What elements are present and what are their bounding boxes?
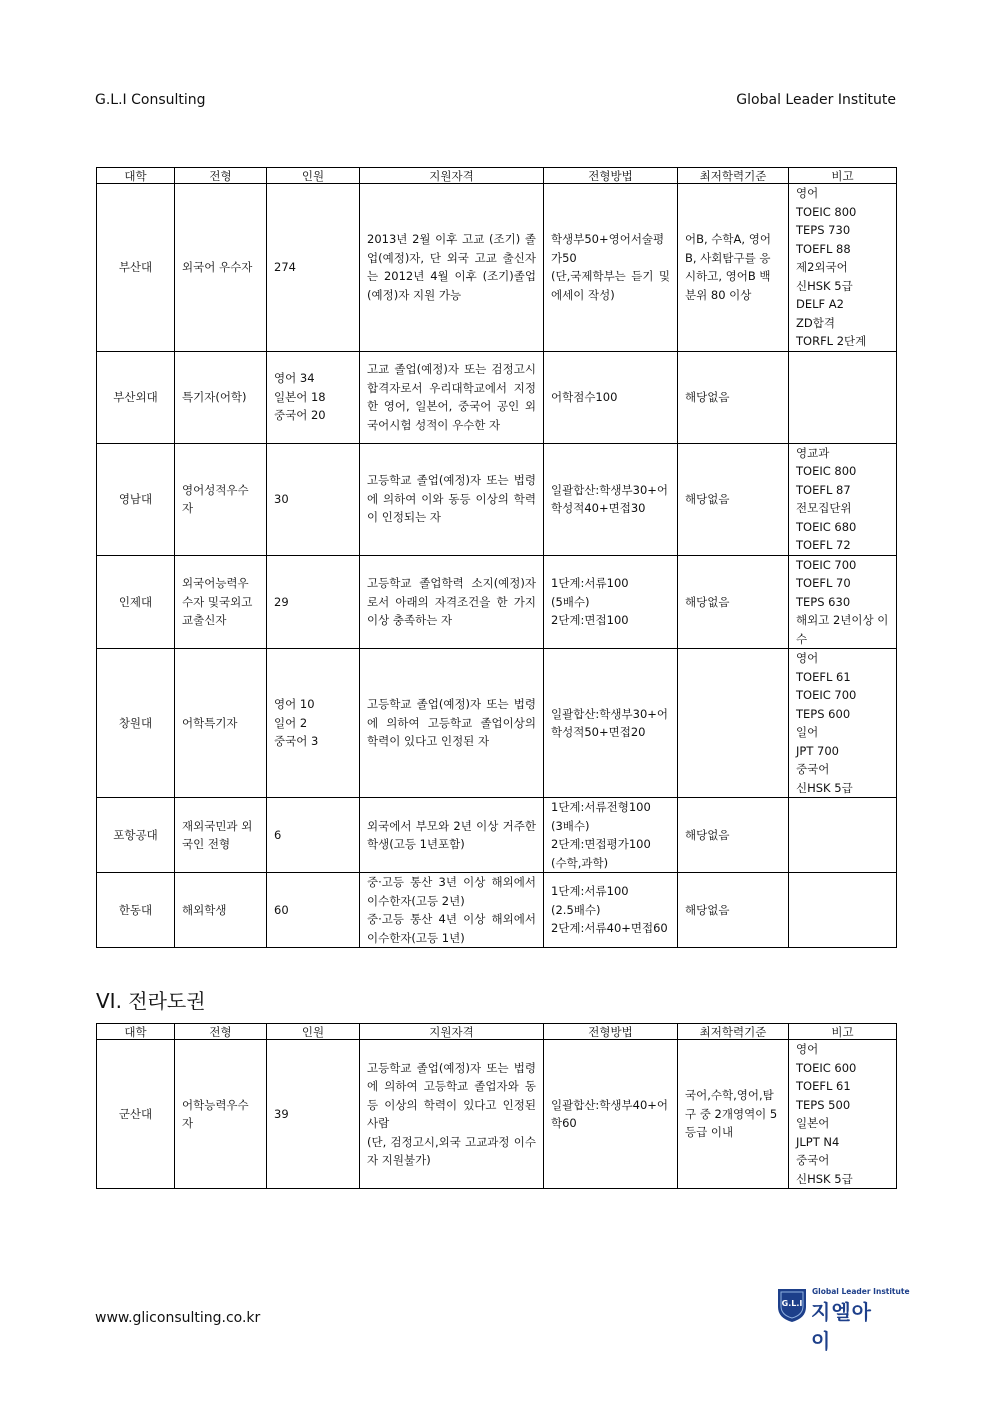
quota-cell: 영어 10 일어 2 중국어 3 xyxy=(267,649,360,798)
remarks-cell: TOEIC 700 TOEFL 70 TEPS 630 해외고 2년이상 이수 xyxy=(789,555,897,649)
university-cell: 한동대 xyxy=(97,873,175,948)
table-row xyxy=(97,184,897,352)
university-cell: 창원대 xyxy=(97,649,175,798)
col-header: 전형방법 xyxy=(544,168,678,184)
qualification-cell: 고등학교 졸업(예정)자 또는 법령에 의하여 고등학교 졸업이상의 학력이 있다고 인정된 자 xyxy=(360,649,544,798)
remarks-cell: 영교과 TOEIC 800 TOEFL 87 전모집단위 TOEIC 680 TOEFL 72 xyxy=(789,443,897,555)
admission-type-cell: 특기자(어학) xyxy=(175,351,267,443)
header-right-title: Global Leader Institute xyxy=(736,92,896,108)
remarks-cell: 영어 TOEIC 600 TOEFL 61 TEPS 500 일본어 JLPT N4 중국어 신HSK 5급 xyxy=(789,1040,897,1189)
table-row xyxy=(97,649,897,798)
minimum-standard-cell: 해당없음 xyxy=(678,798,789,873)
university-cell: 인제대 xyxy=(97,555,175,649)
header-left-title: G.L.I Consulting xyxy=(95,92,206,108)
selection-method-cell: 1단계:서류100 (2.5배수) 2단계:서류40+면접60 xyxy=(544,873,678,948)
table-row xyxy=(97,443,897,555)
quota-cell: 영어 34 일본어 18 중국어 20 xyxy=(267,351,360,443)
admission-type-cell: 어학특기자 xyxy=(175,649,267,798)
university-cell: 부산대 xyxy=(97,184,175,352)
remarks-cell xyxy=(789,873,897,948)
col-header: 인원 xyxy=(267,1024,360,1040)
col-header: 전형 xyxy=(175,1024,267,1040)
minimum-standard-cell xyxy=(678,649,789,798)
selection-method-cell: 일괄합산:학생부30+어학성적50+면접20 xyxy=(544,649,678,798)
col-header: 대학 xyxy=(97,168,175,184)
admission-table-1 xyxy=(96,167,897,948)
remarks-cell xyxy=(789,351,897,443)
col-header: 지원자격 xyxy=(360,168,544,184)
selection-method-cell: 일괄합산:학생부30+어학성적40+면접30 xyxy=(544,443,678,555)
quota-cell: 29 xyxy=(267,555,360,649)
selection-method-cell: 1단계:서류전형100 (3배수) 2단계:면접평가100 (수학,과학) xyxy=(544,798,678,873)
minimum-standard-cell: 국어,수학,영어,탐구 중 2개영역이 5등급 이내 xyxy=(678,1040,789,1189)
col-header: 인원 xyxy=(267,168,360,184)
minimum-standard-cell: 어B, 수학A, 영어B, 사회탐구를 응시하고, 영어B 백분위 80 이상 xyxy=(678,184,789,352)
minimum-standard-cell: 해당없음 xyxy=(678,873,789,948)
admission-type-cell: 어학능력우수자 xyxy=(175,1040,267,1189)
admission-type-cell: 외국어 우수자 xyxy=(175,184,267,352)
selection-method-cell: 일괄합산:학생부40+어학60 xyxy=(544,1040,678,1189)
qualification-cell: 중·고등 통산 3년 이상 해외에서 이수한자(고등 2년) 중·고등 통산 4년 이상 해외에서 이수한자(고등 1년) xyxy=(360,873,544,948)
remarks-cell xyxy=(789,798,897,873)
admission-type-cell: 재외국민과 외국인 전형 xyxy=(175,798,267,873)
table-row xyxy=(97,873,897,948)
quota-cell: 30 xyxy=(267,443,360,555)
remarks-cell: 영어 TOEIC 800 TEPS 730 TOEFL 88 제2외국어 신HSK 5급 DELF A2 ZD합격 TORFL 2단계 xyxy=(789,184,897,352)
table-row xyxy=(97,555,897,649)
col-header: 최저학력기준 xyxy=(678,168,789,184)
university-cell: 부산외대 xyxy=(97,351,175,443)
university-cell: 영남대 xyxy=(97,443,175,555)
logo-english-text: Global Leader Institute xyxy=(812,1287,910,1296)
table-row xyxy=(97,351,897,443)
table-header-row xyxy=(97,1024,897,1040)
gli-shield-icon xyxy=(776,1287,808,1323)
qualification-cell: 고등학교 졸업학력 소지(예정)자로서 아래의 자격조건을 한 가지 이상 충족하는 자 xyxy=(360,555,544,649)
selection-method-cell: 어학점수100 xyxy=(544,351,678,443)
col-header: 대학 xyxy=(97,1024,175,1040)
university-cell: 군산대 xyxy=(97,1040,175,1189)
logo-korean-text: 지엘아이 xyxy=(811,1300,872,1353)
remarks-cell: 영어 TOEFL 61 TOEIC 700 TEPS 600 일어 JPT 700 중국어 신HSK 5급 xyxy=(789,649,897,798)
col-header: 지원자격 xyxy=(360,1024,544,1040)
selection-method-cell: 1단계:서류100 (5배수) 2단계:면접100 xyxy=(544,555,678,649)
qualification-cell: 외국에서 부모와 2년 이상 거주한 학생(고등 1년포함) xyxy=(360,798,544,873)
qualification-cell: 고등학교 졸업(예정)자 또는 법령에 의하여 이와 동등 이상의 학력이 인정되는 자 xyxy=(360,443,544,555)
col-header: 전형방법 xyxy=(544,1024,678,1040)
admission-type-cell: 영어성적우수자 xyxy=(175,443,267,555)
admission-type-cell: 해외학생 xyxy=(175,873,267,948)
col-header: 비고 xyxy=(789,1024,897,1040)
admission-table-2 xyxy=(96,1023,897,1189)
col-header: 최저학력기준 xyxy=(678,1024,789,1040)
minimum-standard-cell: 해당없음 xyxy=(678,351,789,443)
table-row xyxy=(97,1040,897,1189)
quota-cell: 60 xyxy=(267,873,360,948)
table-row xyxy=(97,798,897,873)
footer-website-link[interactable]: www.gliconsulting.co.kr xyxy=(95,1310,261,1326)
qualification-cell: 고등학교 졸업(예정)자 또는 법령에 의하여 고등학교 졸업자와 동등 이상의 학력이 있다고 인정된 사람 (단, 검정고시,외국 고교과정 이수자 지원불가) xyxy=(360,1040,544,1189)
qualification-cell: 2013년 2월 이후 고교 (조기) 졸업(예정)자, 단 외국 고교 출신자는 2012년 4월 이후 (조기)졸업(예정)자 지원 가능 xyxy=(360,184,544,352)
quota-cell: 274 xyxy=(267,184,360,352)
selection-method-cell: 학생부50+영어서술평가50 (단,국제학부는 듣기 및 에세이 작성) xyxy=(544,184,678,352)
admission-type-cell: 외국어능력우수자 및국외고교출신자 xyxy=(175,555,267,649)
quota-cell: 39 xyxy=(267,1040,360,1189)
table-header-row xyxy=(97,168,897,184)
quota-cell: 6 xyxy=(267,798,360,873)
section-title: VI. 전라도권 xyxy=(96,989,206,1013)
gli-logo xyxy=(776,1287,910,1353)
col-header: 비고 xyxy=(789,168,897,184)
minimum-standard-cell: 해당없음 xyxy=(678,555,789,649)
qualification-cell: 고교 졸업(예정)자 또는 검정고시 합격자로서 우리대학교에서 지정한 영어, 일본어, 중국어 공인 외국어시험 성적이 우수한 자 xyxy=(360,351,544,443)
svg-text:G.L.I: G.L.I xyxy=(781,1299,803,1308)
university-cell: 포항공대 xyxy=(97,798,175,873)
col-header: 전형 xyxy=(175,168,267,184)
minimum-standard-cell: 해당없음 xyxy=(678,443,789,555)
